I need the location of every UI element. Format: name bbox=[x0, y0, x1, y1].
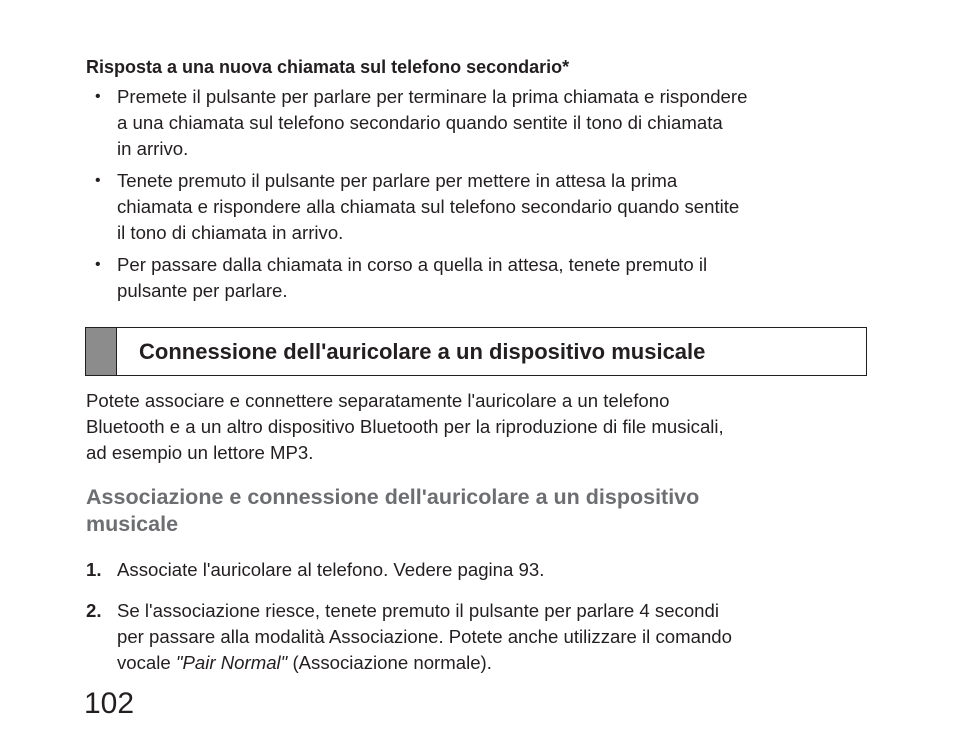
bullet-text: Per passare dalla chiamata in corso a quella in attesa, tenete premuto il pulsante per parlare. bbox=[117, 254, 708, 301]
intro-paragraph: Potete associare e connettere separatamente l'auricolare a un telefono Bluetooth e a un altro dispositivo Bluetooth per la riproduzione di file musicali, ad esempio un lettore MP3. bbox=[86, 390, 724, 463]
section-tab-marker bbox=[86, 328, 117, 375]
step-number: 1. bbox=[86, 559, 102, 580]
step-text: Associate l'auricolare al telefono. Vedere pagina 93. bbox=[117, 559, 545, 580]
bullet-mark: • bbox=[95, 172, 101, 189]
step-text-after: (Associazione normale). bbox=[287, 652, 492, 673]
section-title: Connessione dell'auricolare a un dispositivo musicale bbox=[139, 338, 706, 364]
sub-heading: Risposta a una nuova chiamata sul telefono secondario* bbox=[86, 57, 570, 77]
bullet-text: Tenete premuto il pulsante per parlare per mettere in attesa la prima chiamata e rispondere alla chiamata sul telefono secondario quando sentite il tono di chiamata in arrivo. bbox=[117, 170, 740, 243]
bullet-text: Premete il pulsante per parlare per terminare la prima chiamata e rispondere a una chiamata sul telefono secondario quando sentite il tono di chiamata in arrivo. bbox=[117, 86, 748, 159]
step-text-before: Se l'associazione riesce, tenete premuto il pulsante per parlare 4 secondi per passare alla modalità Associazione. Potete anche utilizzare il comando vocale bbox=[117, 600, 732, 673]
step-item bbox=[86, 557, 886, 583]
bullet-item bbox=[86, 168, 886, 246]
steps-list bbox=[86, 557, 886, 691]
procedure-heading: Associazione e connessione dell'auricolare a un dispositivo musicale bbox=[86, 485, 700, 536]
bullet-item bbox=[86, 252, 886, 304]
bullet-mark: • bbox=[95, 256, 101, 273]
page-number: 102 bbox=[84, 687, 135, 720]
bullet-list bbox=[86, 84, 886, 310]
step-text bbox=[117, 600, 732, 673]
section-header-box bbox=[85, 327, 867, 376]
bullet-mark: • bbox=[95, 88, 101, 105]
step-number: 2. bbox=[86, 600, 102, 621]
bullet-item bbox=[86, 84, 886, 162]
step-item bbox=[86, 598, 886, 676]
voice-command: "Pair Normal" bbox=[175, 652, 288, 673]
